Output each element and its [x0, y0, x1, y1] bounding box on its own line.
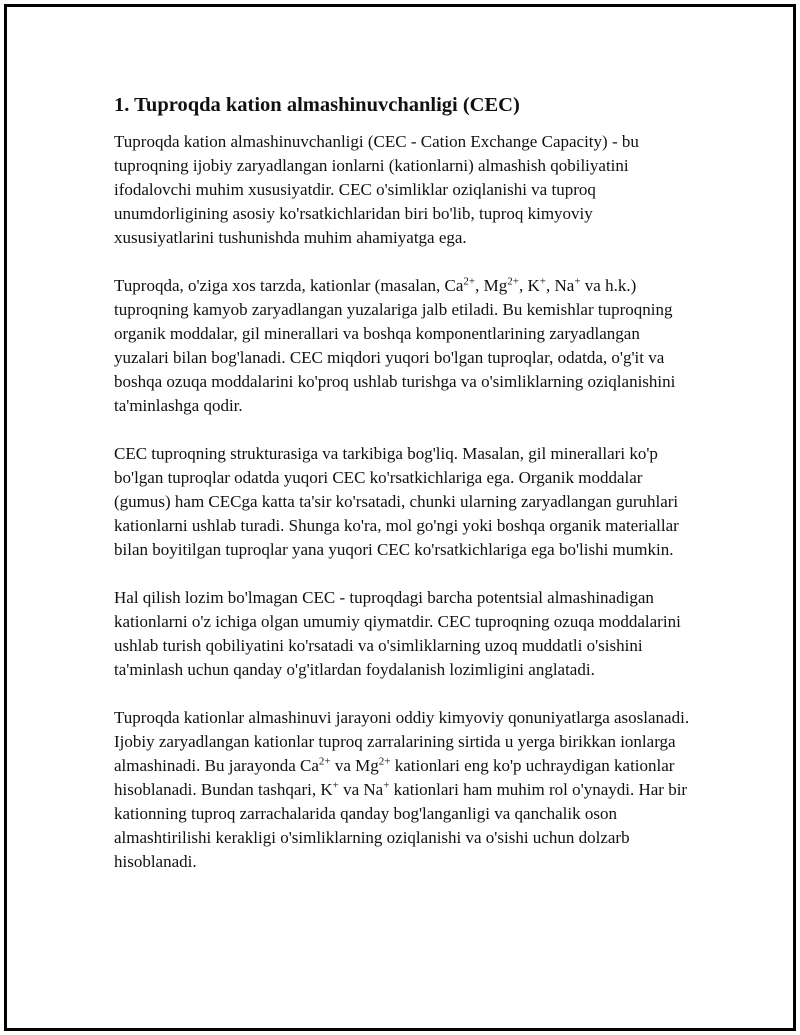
ion-charge-ca: 2+ — [463, 275, 476, 288]
paragraph-1: Tuproqda kation almashinuvchanligi (CEC - Cation Exchange Capacity) - bu tuproqning ijobiy zaryadlangan ionlarni (kationlarni) almashish qobiliyatini ifodalovchi muhim xususiyatdir. CEC o'simliklar oziqlanishi va tuproq unumdorligining asosiy ko'rsatkichlaridan biri bo'lib, tuproq kimyoviy xususiyatlarini tushunishda muhim ahamiyatga ega. — [114, 132, 639, 247]
ion-charge-mg: 2+ — [378, 755, 391, 768]
ion-charge-ca: 2+ — [318, 755, 331, 768]
paragraph-5-text-5: kationlari ham muhim rol o'ynaydi. Har bir kationning tuproq zarrachalarida qanday bog'langanligi va qanchalik oson almashtirilishi kerakligi o'simliklarning oziqlanishi va o'sishi uchun dolzarb hisoblanadi. — [114, 780, 688, 871]
paragraph-5-text-1: Tuproqda kationlar almashinuvi jarayoni oddiy kimyoviy qonuniyatlarga asoslanadi. Ijobiy zaryadlangan kationlar tuproq zarralarining sirtida u yerga birikkan ionlarga almashinadi. Bu jarayonda Ca — [114, 708, 690, 775]
paragraph-2-text-2: , Mg — [475, 276, 508, 295]
ion-charge-k: + — [539, 275, 546, 288]
paragraph-2 — [114, 274, 694, 418]
paragraph-4: Hal qilish lozim bo'lmagan CEC - tuproqdagi barcha potentsial almashinadigan kationlarni o'z ichiga olgan umumiy qiymatdir. CEC tuproqning ozuqa moddalarini ushlab turish qobiliyatini ko'rsatadi va o'simliklarning uzoq muddatli o'sishini ta'minlash uchun qanday o'g'itlardan foydalanish lozimligini anglatadi. — [114, 588, 681, 679]
paragraph-3: CEC tuproqning strukturasiga va tarkibiga bog'liq. Masalan, gil minerallari ko'p bo'lgan tuproqlar odatda yuqori CEC ko'rsatkichlariga ega. Organik moddalar (gumus) ham CECga katta ta'sir ko'rsatadi, chunki ularning zaryadlangan guruhlari kationlarni ushlab turadi. Shunga ko'ra, mol go'ngi yoki boshqa organik materiallar bilan boyitilgan tuproqlar yana yuqori CEC ko'rsatkichlariga ega bo'lishi mumkin. — [114, 444, 679, 559]
paragraph-2-text-5: va h.k.) tuproqning kamyob zaryadlangan yuzalariga jalb etiladi. Bu kemishlar tuproqning organik moddalar, gil minerallari va boshqa komponentlarining zaryadlangan yuzalari bilan bog'lanadi. CEC miqdori yuqori bo'lgan tuproqlar, odatda, o'g'it va boshqa ozuqa moddalarini ko'proq ushlab turishga va o'simliklarning oziqlanishini ta'minlashga qodir. — [114, 276, 676, 415]
paragraph-5 — [114, 706, 694, 874]
ion-charge-na: + — [574, 275, 581, 288]
ion-charge-k: + — [332, 779, 339, 792]
ion-charge-na: + — [383, 779, 390, 792]
ion-charge-mg: 2+ — [507, 275, 519, 288]
section-title: 1. Tuproqda kation almashinuvchanligi (CEC) — [114, 94, 520, 116]
paragraph-2-text-3: , K — [518, 276, 540, 295]
document-body — [114, 90, 694, 898]
paragraph-5-text-4: va Na — [338, 780, 384, 799]
paragraph-2-text-1: Tuproqda, o'ziga xos tarzda, kationlar (masalan, Ca — [114, 276, 464, 295]
paragraph-2-text-4: , Na — [545, 276, 575, 295]
paragraph-5-text-2: va Mg — [330, 756, 379, 775]
paragraph-5-text-3: kationlari eng ko'p uchraydigan kationlar hisoblanadi. Bundan tashqari, K — [114, 756, 675, 799]
